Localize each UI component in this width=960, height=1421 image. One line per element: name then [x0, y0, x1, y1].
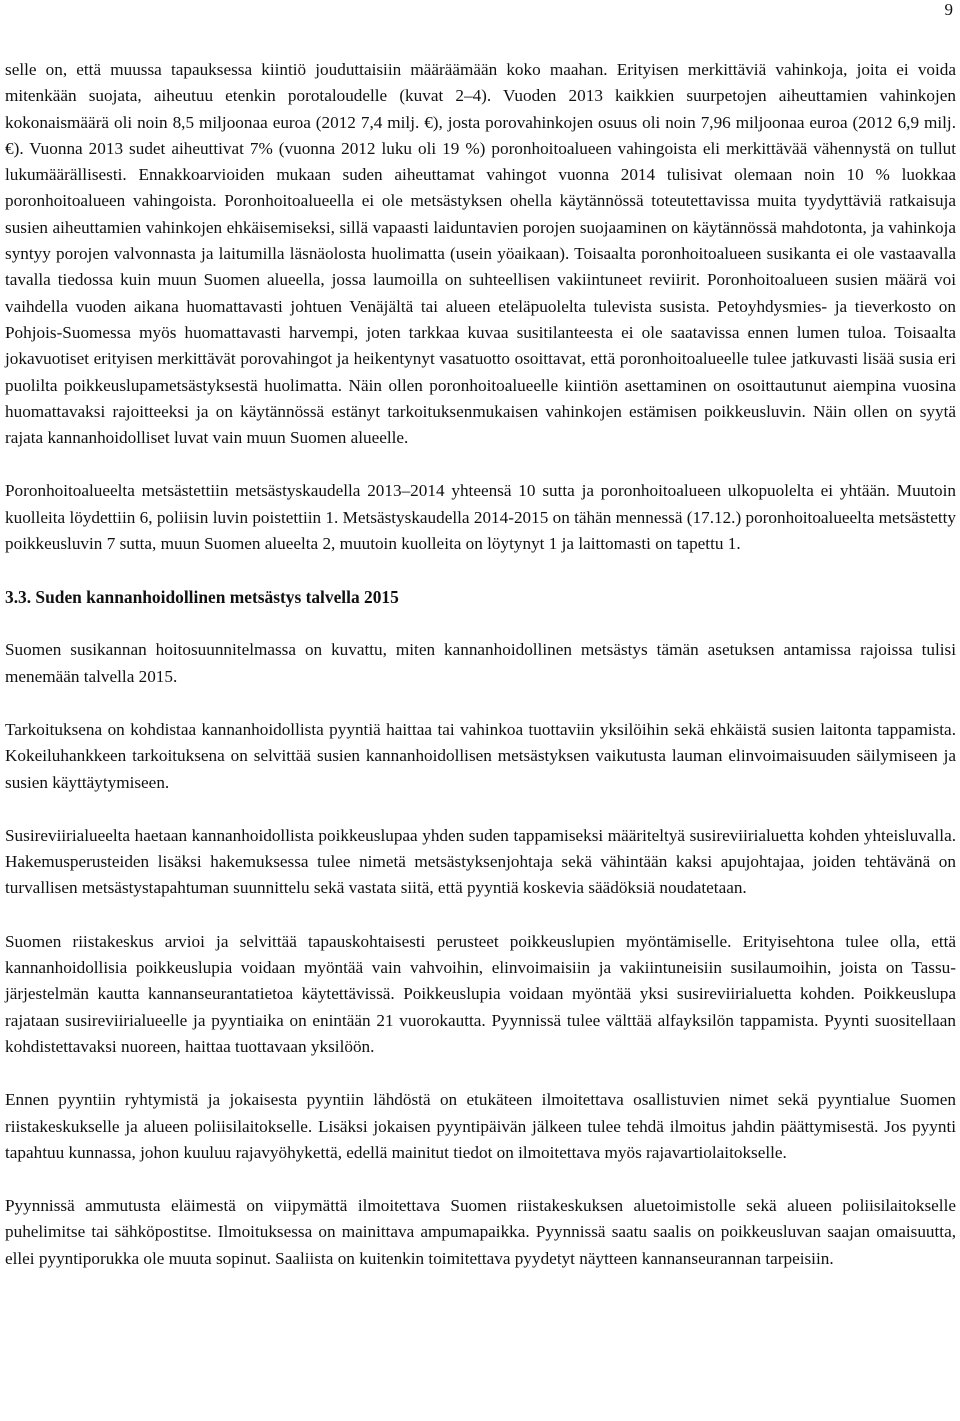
page-content: [5, 57, 956, 1272]
section-paragraph-application: Susireviirialueelta haetaan kannanhoidollista poikkeuslupaa yhden suden tappamiseksi määriteltyä susireviirialuetta kohden yhteisluvalla. Hakemusperusteiden lisäksi hakemuksessa tulee nimetä metsästyksenjohtaja sekä vähintään kaksi apujohtajaa, joiden tehtävänä on turvallisen metsästystapahtuman suunnittelu sekä vastata siitä, että pyyntiä koskevia säädöksiä noudatetaan.: [5, 825, 956, 898]
page-number: 9: [944, 0, 953, 19]
section-paragraph-plan: Suomen susikannan hoitosuunnitelmassa on kuvattu, miten kannanhoidollinen metsästys tämän asetuksen antamissa rajoissa tulisi menemään talvella 2015.: [5, 640, 956, 686]
intro-paragraph: selle on, että muussa tapauksessa kiintiö jouduttaisiin määräämään koko maahan. Erityisen merkittäviä vahinkoja, joita ei voida mitenkään suojata, aiheutuu etenkin porotaloudelle (kuvat 2–4). Vuoden 2013 kaikkien suurpetojen aiheuttamien vahinkojen kokonaismäärä oli noin 8,5 miljoonaa euroa (2012 7,4 milj. €), josta porovahinkojen osuus oli noin 7,96 miljoonaa euroa (2012 6,9 milj. €). Vuonna 2013 sudet aiheuttivat 7% (vuonna 2012 luku oli 19 %) poronhoitoalueen vahingoista eli merkittävää vähennystä on tullut lukumäärällisesti. Ennakkoarvioiden mukaan suden aiheuttamat vahingot vuonna 2014 tulisivat olemaan noin 10 % luokkaa poronhoitoalueen vahingoista. Poronhoitoalueella ei ole metsästyksen ohella käytännössä toteutettavissa muita tyydyttäviä ratkaisuja susien aiheuttamien vahinkojen ehkäisemiseksi, sillä vapaasti laiduntavien porojen suojaaminen on käytännössä mahdotonta, ja vahinkoja syntyy porojen valvonnasta ja laitumilla läsnäolosta huolimatta (usein yöaikaan). Toisaalta poronhoitoalueen susikanta ei ole vastaavalla tavalla tiedossa kuin muun Suomen alueella, jossa laumoilla on suhteellisen vakiintuneet reviirit. Poronhoitoalueen susien määrä voi vaihdella vuoden aikana huomattavasti johtuen Venäjältä tai alueen eteläpuolelta tulevista susista. Petoyhdysmies- ja tieverkosto on Pohjois-Suomessa myös huomattavasti harvempi, joten tarkkaa kuvaa susitilanteesta ei ole saatavissa ennen lumen tuloa. Toisaalta jokavuotiset erityisen merkittävät porovahingot ja heikentynyt vasatuotto osoittavat, että poronhoitoalueelle tulee jatkuvasti lisää susia eri puolilta poikkeuslupametsästyksestä huolimatta. Näin ollen poronhoitoalueelle kiintiön asettaminen on osoittautunut aiempina vuosina huomattavaksi rajoitteeksi ja on käytännössä estänyt tarkoituksenmukaisen vahinkojen estämisen poikkeusluvin. Näin ollen on syytä rajata kannanhoidolliset luvat vain muun Suomen alueelle.: [5, 60, 956, 448]
section-heading: 3.3. Suden kannanhoidollinen metsästys talvella 2015: [5, 587, 399, 608]
hunting-season-paragraph: Poronhoitoalueelta metsästettiin metsästyskaudella 2013–2014 yhteensä 10 sutta ja poronhoitoalueen ulkopuolelta ei yhtään. Muutoin kuolleita löydettiin 6, poliisin luvin poistettiin 1. Metsästyskaudella 2014-2015 on tähän mennessä (17.12.) poronhoitoalueelta metsästetty poikkeusluvin 7 sutta, muun Suomen alueelta 2, muutoin kuolleita on löytynyt 1 ja laittomasti on tapettu 1.: [5, 481, 956, 554]
section-paragraph-reporting: Pyynnissä ammutusta eläimestä on viipymättä ilmoitettava Suomen riistakeskuksen aluetoimistolle sekä alueen poliisilaitokselle puhelimitse tai sähköpostitse. Ilmoituksessa on mainittava ampumapaikka. Pyynnissä saatu saalis on poikkeusluvan saajan omaisuutta, ellei pyyntiporukka ole muuta sopinut. Saaliista on kuitenkin toimitettava pyydetyt näytteen kannanseurannan tarpeisiin.: [5, 1196, 956, 1268]
section-paragraph-purpose: Tarkoituksena on kohdistaa kannanhoidollista pyyntiä haittaa tai vahinkoa tuottaviin yksilöihin sekä ehkäistä susien laitonta tappamista. Kokeiluhankkeen tarkoituksena on selvittää susien kannanhoidollisen metsästyksen vaikutusta lauman elinvoimaisuuden säilymiseen ja susien käyttäytymiseen.: [5, 719, 956, 792]
section-paragraph-notification: Ennen pyyntiin ryhtymistä ja jokaisesta pyyntiin lähdöstä on etukäteen ilmoitettava osallistuvien nimet sekä pyyntialue Suomen riistakeskukselle ja alueen poliisilaitokselle. Lisäksi jokaisen pyyntipäivän jälkeen tulee tehdä ilmoitus jahdin päättymisestä. Jos pyynti tapahtuu kunnassa, johon kuuluu rajavyöhykettä, edellä mainitut tiedot on ilmoitettava myös rajavartiolaitokselle.: [5, 1090, 956, 1162]
section-paragraph-assessment: Suomen riistakeskus arvioi ja selvittää tapauskohtaisesti perusteet poikkeuslupien myöntämiselle. Erityisehtona tulee olla, että kannanhoidollisia poikkeuslupia voidaan myöntää vain vahvoihin, elinvoimaisiin ja vakiintuneisiin susilaumoihin, joista on Tassu-järjestelmän kautta kannanseurantatietoa käytettävissä. Poikkeuslupia voidaan myöntää yksi susireviirialuetta kohden. Poikkeuslupa rajataan susireviirialueelle ja pyyntiaika on enintään 21 vuorokautta. Pyynnissä tulee välttää alfayksilön tappamista. Pyynti suositellaan kohdistettavaksi nuoreen, haittaa tuottavaan yksilöön.: [5, 931, 956, 1056]
